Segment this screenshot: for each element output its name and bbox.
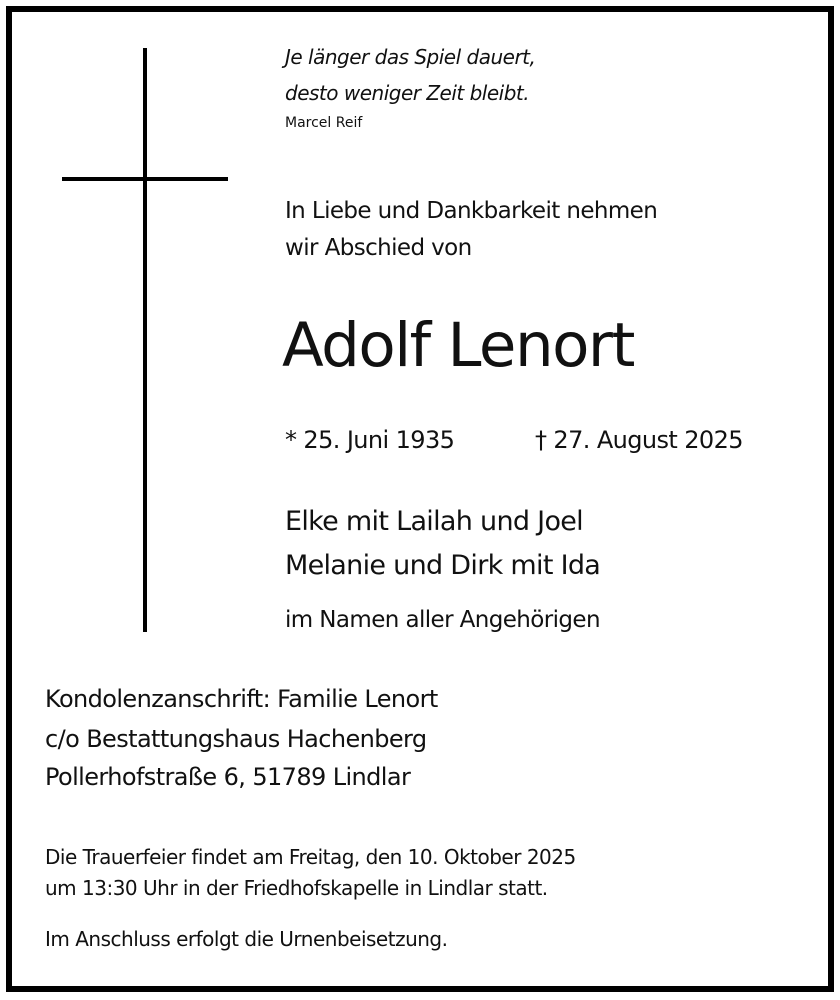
condolence-address-line-3: Pollerhofstraße 6, 51789 Lindlar: [45, 763, 411, 791]
quote-line-1: Je länger das Spiel dauert,: [285, 45, 536, 69]
family-line-2: Melanie und Dirk mit Ida: [285, 550, 601, 581]
birth-date: * 25. Juni 1935: [285, 426, 455, 454]
funeral-info-line-2: um 13:30 Uhr in der Friedhofskapelle in Lindlar statt.: [45, 876, 548, 900]
condolence-address-line-1: Kondolenzanschrift: Familie Lenort: [45, 685, 438, 713]
family-line-1: Elke mit Lailah und Joel: [285, 506, 583, 537]
death-date: † 27. August 2025: [535, 426, 743, 454]
intro-line-1: In Liebe und Dankbarkeit nehmen: [285, 198, 658, 224]
family-behalf: im Namen aller Angehörigen: [285, 607, 600, 633]
cross-vertical-bar: [143, 48, 147, 632]
condolence-address-line-2: c/o Bestattungshaus Hachenberg: [45, 725, 427, 753]
funeral-info-line-3: Im Anschluss erfolgt die Urnenbeisetzung.: [45, 927, 448, 951]
funeral-info-line-1: Die Trauerfeier findet am Freitag, den 10. Oktober 2025: [45, 845, 576, 869]
cross-horizontal-bar: [62, 177, 228, 181]
quote-author: Marcel Reif: [285, 115, 363, 131]
intro-line-2: wir Abschied von: [285, 235, 472, 261]
quote-line-2: desto weniger Zeit bleibt.: [285, 81, 530, 105]
deceased-name: Adolf Lenort: [282, 310, 634, 381]
